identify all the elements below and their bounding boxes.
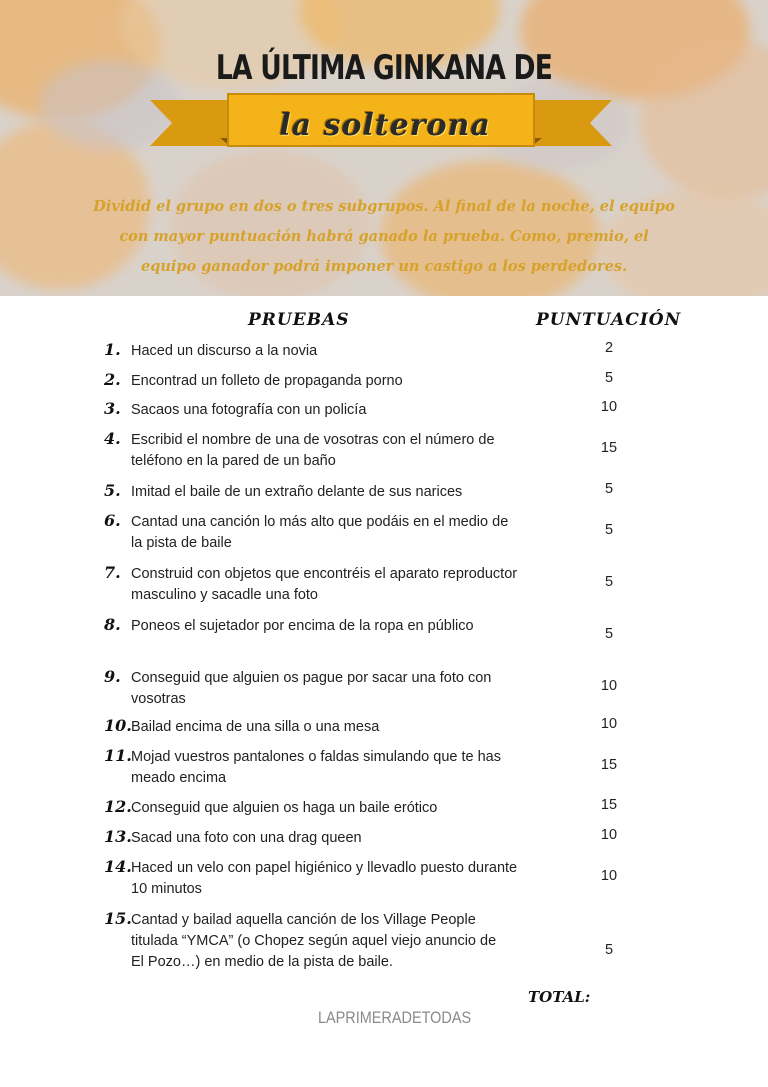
item-points: 10 [600,678,618,694]
column-header-puntuacion: PUNTUACIÓN [536,310,682,330]
footer-logo: LAPRIMERADETODAS [318,1008,472,1027]
item-text: Construid con objetos que encontréis el aparato reproductor masculino y sacadle una foto [131,566,518,603]
item-text: Sacaos una fotografía con un policía [131,402,367,418]
item-number: 2. [104,370,121,389]
item-text: Haced un discurso a la novia [131,343,318,359]
item-text: Imitad el baile de un extraño delante de sus narices [131,484,463,500]
item-text: Haced un velo con papel higiénico y llevadlo puesto durante 10 minutos [131,860,518,897]
item-points: 5 [604,370,614,386]
item-number: 15. [104,909,132,928]
item-number: 11. [104,746,132,765]
item-text: Escribid el nombre de una de vosotras con el número de teléfono en la pared de un baño [131,432,495,469]
item-text: Cantad una canción lo más alto que podáis en el medio de la pista de baile [131,514,509,551]
item-points: 10 [600,868,618,884]
item-number: 13. [104,827,132,846]
item-number: 5. [104,481,121,500]
item-points: 10 [600,399,618,415]
item-text: Sacad una foto con una drag queen [131,830,362,846]
header-banner [0,0,768,296]
item-text: Conseguid que alguien os haga un baile erótico [131,800,438,816]
item-text: Mojad vuestros pantalones o faldas simulando que te has meado encima [131,749,501,786]
item-number: 12. [104,797,132,816]
item-points: 15 [600,757,618,773]
item-number: 6. [104,511,121,530]
item-points: 15 [600,440,618,456]
item-points: 10 [600,827,618,843]
item-points: 5 [604,574,614,590]
item-text: Poneos el sujetador por encima de la ropa en público [131,618,474,634]
item-points: 5 [604,626,614,642]
item-text: Conseguid que alguien os pague por sacar una foto con vosotras [131,670,492,707]
column-header-pruebas: PRUEBAS [248,310,350,330]
item-number: 14. [104,857,132,876]
item-number: 4. [104,429,121,448]
item-number: 1. [104,340,121,359]
item-text: Encontrad un folleto de propaganda porno [131,373,403,389]
item-number: 8. [104,615,121,634]
item-points: 5 [604,481,614,497]
item-points: 5 [604,942,614,958]
item-text: Bailad encima de una silla o una mesa [131,719,380,735]
item-number: 9. [104,667,121,686]
item-number: 7. [104,563,121,582]
item-points: 15 [600,797,618,813]
total-label: TOTAL: [528,988,591,1006]
ribbon-text: la solterona [279,108,491,143]
intro-text: Dividid el grupo en dos o tres subgrupos. Al final de la noche, el equipo con mayor puntuación habrá ganado la prueba. Como, premio, el equipo ganador podrá imponer un castigo a los perdedores. [93,198,675,275]
item-number: 3. [104,399,121,418]
item-points: 2 [604,340,614,356]
item-points: 10 [600,716,618,732]
item-points: 5 [604,522,614,538]
item-number: 10. [104,716,132,735]
page-title: LA ÚLTIMA GINKANA DE [215,48,553,88]
item-text: Cantad y bailad aquella canción de los Village People titulada “YMCA” (o Chopez según aquel viejo anuncio de El Pozo…) en medio de la pista de baile. [131,912,497,970]
